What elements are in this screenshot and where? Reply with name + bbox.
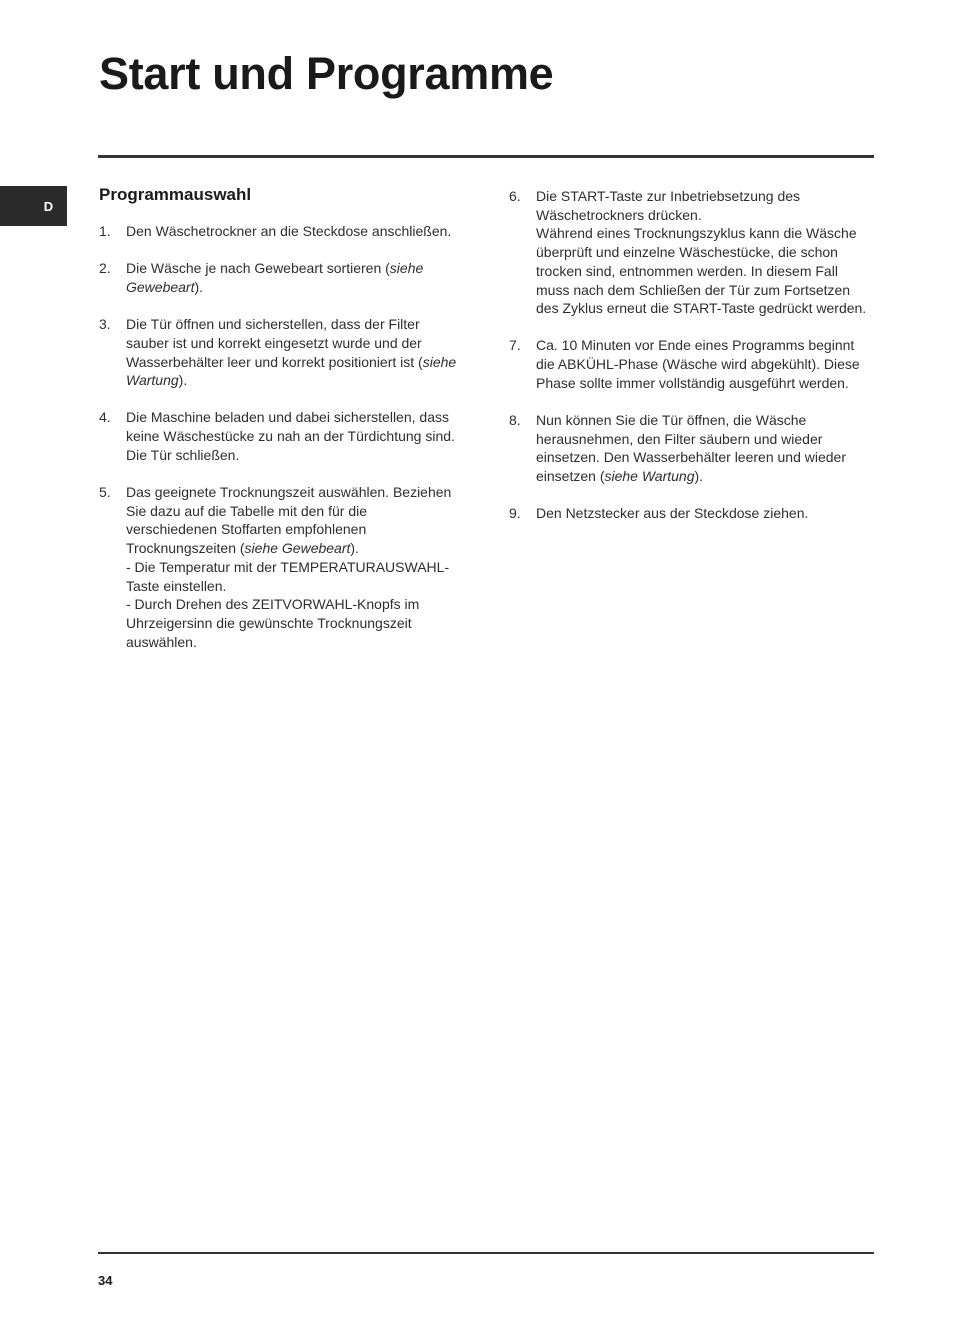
step-text: Während eines Trocknungszyklus kann die Wäsche überprüft und einzelne Wäschestücke, die schon trocken sind, entnommen werden. In diesem Fall muss nach dem Schließen der Tür zum Fortsetzen des Zyklus erneut die START-Taste gedrückt werden. bbox=[536, 225, 867, 317]
step-text: Die START-Taste zur Inbetriebsetzung des Wäschetrockners drücken. bbox=[536, 188, 801, 223]
step-item bbox=[509, 504, 869, 523]
language-tab: D bbox=[0, 186, 67, 226]
step-subnote: - Die Temperatur mit der TEMPERATURAUSWAHL-Taste einstellen. bbox=[126, 558, 450, 594]
step-text: Die Tür öffnen und sicherstellen, dass der Filter sauber ist und korrekt eingesetzt wurde und der Wasserbehälter leer und korrekt positioniert ist ( bbox=[126, 316, 423, 370]
step-text: Den Wäschetrockner an die Steckdose anschließen. bbox=[126, 223, 452, 239]
left-column bbox=[99, 184, 461, 670]
step-item bbox=[509, 336, 869, 392]
page-number: 34 bbox=[98, 1273, 113, 1288]
step-list-right bbox=[509, 187, 869, 523]
top-divider bbox=[98, 155, 874, 158]
step-text-end: ). bbox=[178, 372, 188, 389]
right-column bbox=[509, 187, 869, 542]
step-item bbox=[509, 411, 869, 486]
step-item bbox=[99, 483, 461, 651]
step-text: Nun können Sie die Tür öffnen, die Wäsche herausnehmen, den Filter säubern und wieder einsetzen. Den Wasserbehälter leeren und wieder einsetzen ( bbox=[536, 412, 846, 485]
step-list-left bbox=[99, 222, 461, 651]
step-text: Den Netzstecker aus der Steckdose ziehen. bbox=[536, 505, 809, 522]
step-number: 5. bbox=[99, 484, 111, 501]
step-item bbox=[509, 187, 869, 318]
section-heading: Programmauswahl bbox=[99, 185, 252, 204]
cross-reference: siehe Gewebeart bbox=[126, 260, 424, 295]
step-number: 6. bbox=[509, 188, 521, 204]
step-number: 8. bbox=[509, 412, 521, 429]
cross-reference: siehe Wartung bbox=[126, 353, 457, 389]
bottom-divider bbox=[98, 1252, 874, 1254]
step-text: Das geeignete Trocknungszeit auswählen. Beziehen Sie dazu auf die Tabelle mit den für die verschiedenen Stoffarten empfohlenen Trocknungszeiten ( bbox=[126, 484, 452, 557]
cross-reference: siehe Gewebeart bbox=[244, 540, 351, 557]
step-text: Ca. 10 Minuten vor Ende eines Programms beginnt die ABKÜHL-Phase (Wäsche wird abgekühlt). Diese Phase sollte immer vollständig ausgeführt werden. bbox=[536, 337, 860, 391]
step-number: 4. bbox=[99, 409, 111, 426]
step-text-end: ). bbox=[694, 468, 704, 485]
step-item bbox=[99, 222, 461, 241]
step-text-end: ). bbox=[350, 540, 359, 557]
cross-reference: siehe Wartung bbox=[604, 468, 695, 485]
step-number: 9. bbox=[509, 505, 521, 522]
step-item bbox=[99, 259, 461, 296]
step-number: 7. bbox=[509, 337, 521, 354]
step-item bbox=[99, 408, 461, 464]
step-subnote: - Durch Drehen des ZEITVORWAHL-Knopfs im Uhrzeigersinn die gewünschte Trocknungszeit auswählen. bbox=[126, 596, 420, 650]
step-number: 1. bbox=[99, 223, 111, 239]
step-item bbox=[99, 315, 461, 390]
step-number: 3. bbox=[99, 316, 111, 333]
step-text: Die Maschine beladen und dabei sicherstellen, dass keine Wäschestücke zu nah an der Türdichtung sind. Die Tür schließen. bbox=[126, 409, 455, 463]
step-text-end: ). bbox=[194, 278, 204, 295]
step-text: Die Wäsche je nach Gewebeart sortieren ( bbox=[126, 260, 390, 277]
page-title: Start und Programme bbox=[99, 48, 554, 99]
step-number: 2. bbox=[99, 260, 111, 277]
